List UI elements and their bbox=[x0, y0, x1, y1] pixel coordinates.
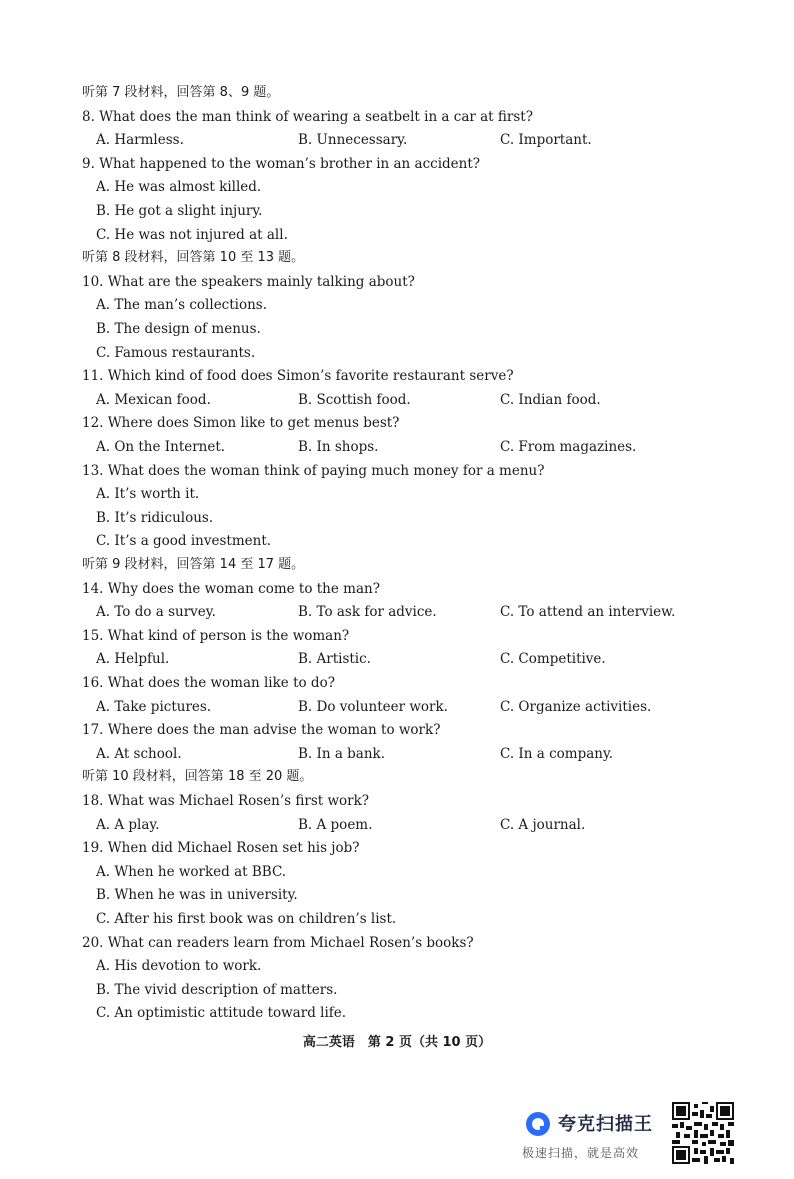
answer-option: C. In a company. bbox=[500, 745, 614, 762]
option-row bbox=[96, 816, 736, 834]
answer-option: B. In shops. bbox=[298, 439, 379, 455]
answer-option: B. The vivid description of matters. bbox=[96, 981, 338, 998]
answer-option: B. The design of menus. bbox=[96, 321, 261, 337]
page-footer: 高二英语 第 2 页（共 10 页） bbox=[302, 1035, 492, 1050]
answer-option: A. Mexican food. bbox=[96, 391, 211, 408]
scanner-watermark bbox=[522, 1104, 672, 1160]
answer-option: A. Harmless. bbox=[96, 132, 184, 149]
answer-option: B. Unnecessary. bbox=[298, 132, 408, 149]
question-stem: 20. What can readers learn from Michael Rosen’s books? bbox=[82, 934, 474, 951]
section-heading: 听第 8 段材料，回答第 10 至 13 题。 bbox=[82, 250, 305, 266]
option-row bbox=[96, 438, 736, 456]
answer-option: C. Organize activities. bbox=[500, 698, 652, 715]
question-stem: 15. What kind of person is the woman? bbox=[82, 627, 350, 644]
option-row bbox=[96, 650, 736, 668]
answer-option: C. Competitive. bbox=[500, 651, 606, 668]
option-row bbox=[96, 603, 736, 621]
answer-option: B. Do volunteer work. bbox=[298, 698, 448, 715]
answer-option: C. Important. bbox=[500, 132, 592, 149]
answer-option: A. It’s worth it. bbox=[96, 486, 200, 503]
question-stem: 14. Why does the woman come to the man? bbox=[82, 580, 380, 597]
answer-option: B. He got a slight injury. bbox=[96, 203, 263, 219]
question-stem: 18. What was Michael Rosen’s first work? bbox=[82, 793, 370, 809]
answer-option: B. When he was in university. bbox=[96, 887, 298, 904]
section-heading: 听第 7 段材料，回答第 8、9 题。 bbox=[82, 85, 280, 100]
answer-option: C. He was not injured at all. bbox=[96, 226, 288, 243]
qr-code-icon bbox=[672, 1102, 734, 1164]
answer-option: A. When he worked at BBC. bbox=[96, 863, 287, 880]
option-row bbox=[96, 131, 736, 149]
question-stem: 17. Where does the man advise the woman to work? bbox=[82, 722, 441, 739]
answer-option: C. From magazines. bbox=[500, 439, 637, 455]
answer-option: A. A play. bbox=[96, 816, 160, 833]
answer-option: C. To attend an interview. bbox=[500, 604, 676, 621]
answer-option: B. It’s ridiculous. bbox=[96, 509, 214, 526]
answer-option: C. After his first book was on children’s list. bbox=[96, 911, 397, 927]
watermark-brand-name: 夸克扫描王 bbox=[558, 1114, 653, 1135]
answer-option: C. A journal. bbox=[500, 816, 586, 833]
answer-option: C. Famous restaurants. bbox=[96, 344, 256, 361]
answer-option: A. On the Internet. bbox=[96, 439, 226, 455]
option-row bbox=[96, 698, 736, 716]
option-row bbox=[96, 745, 736, 763]
question-stem: 13. What does the woman think of paying much money for a menu? bbox=[82, 462, 545, 479]
answer-option: C. An optimistic attitude toward life. bbox=[96, 1005, 347, 1022]
answer-option: B. To ask for advice. bbox=[298, 604, 437, 621]
question-stem: 11. Which kind of food does Simon’s favorite restaurant serve? bbox=[82, 368, 514, 385]
quark-logo-icon bbox=[524, 1110, 552, 1138]
option-row bbox=[96, 391, 736, 409]
question-stem: 10. What are the speakers mainly talking about? bbox=[82, 273, 415, 290]
answer-option: A. The man’s collections. bbox=[96, 297, 268, 314]
answer-option: B. In a bank. bbox=[298, 745, 386, 762]
question-stem: 12. Where does Simon like to get menus best? bbox=[82, 415, 400, 432]
section-heading: 听第 10 段材料，回答第 18 至 20 题。 bbox=[82, 769, 313, 785]
answer-option: A. Take pictures. bbox=[96, 698, 212, 715]
answer-option: B. Scottish food. bbox=[298, 391, 411, 408]
answer-option: A. Helpful. bbox=[96, 651, 170, 668]
answer-option: B. Artistic. bbox=[298, 651, 371, 668]
watermark-slogan: 极速扫描，就是高效 bbox=[522, 1146, 640, 1160]
question-stem: 8. What does the man think of wearing a seatbelt in a car at first? bbox=[82, 108, 533, 125]
answer-option: A. At school. bbox=[96, 745, 182, 762]
answer-option: C. It’s a good investment. bbox=[96, 533, 272, 550]
question-stem: 19. When did Michael Rosen set his job? bbox=[82, 840, 360, 857]
answer-option: A. To do a survey. bbox=[96, 604, 216, 621]
question-stem: 9. What happened to the woman’s brother in an accident? bbox=[82, 155, 481, 172]
answer-option: B. A poem. bbox=[298, 816, 373, 833]
answer-option: C. Indian food. bbox=[500, 391, 601, 408]
question-stem: 16. What does the woman like to do? bbox=[82, 675, 335, 691]
answer-option: A. His devotion to work. bbox=[96, 958, 262, 975]
section-heading: 听第 9 段材料，回答第 14 至 17 题。 bbox=[82, 557, 305, 572]
answer-option: A. He was almost killed. bbox=[96, 179, 262, 196]
